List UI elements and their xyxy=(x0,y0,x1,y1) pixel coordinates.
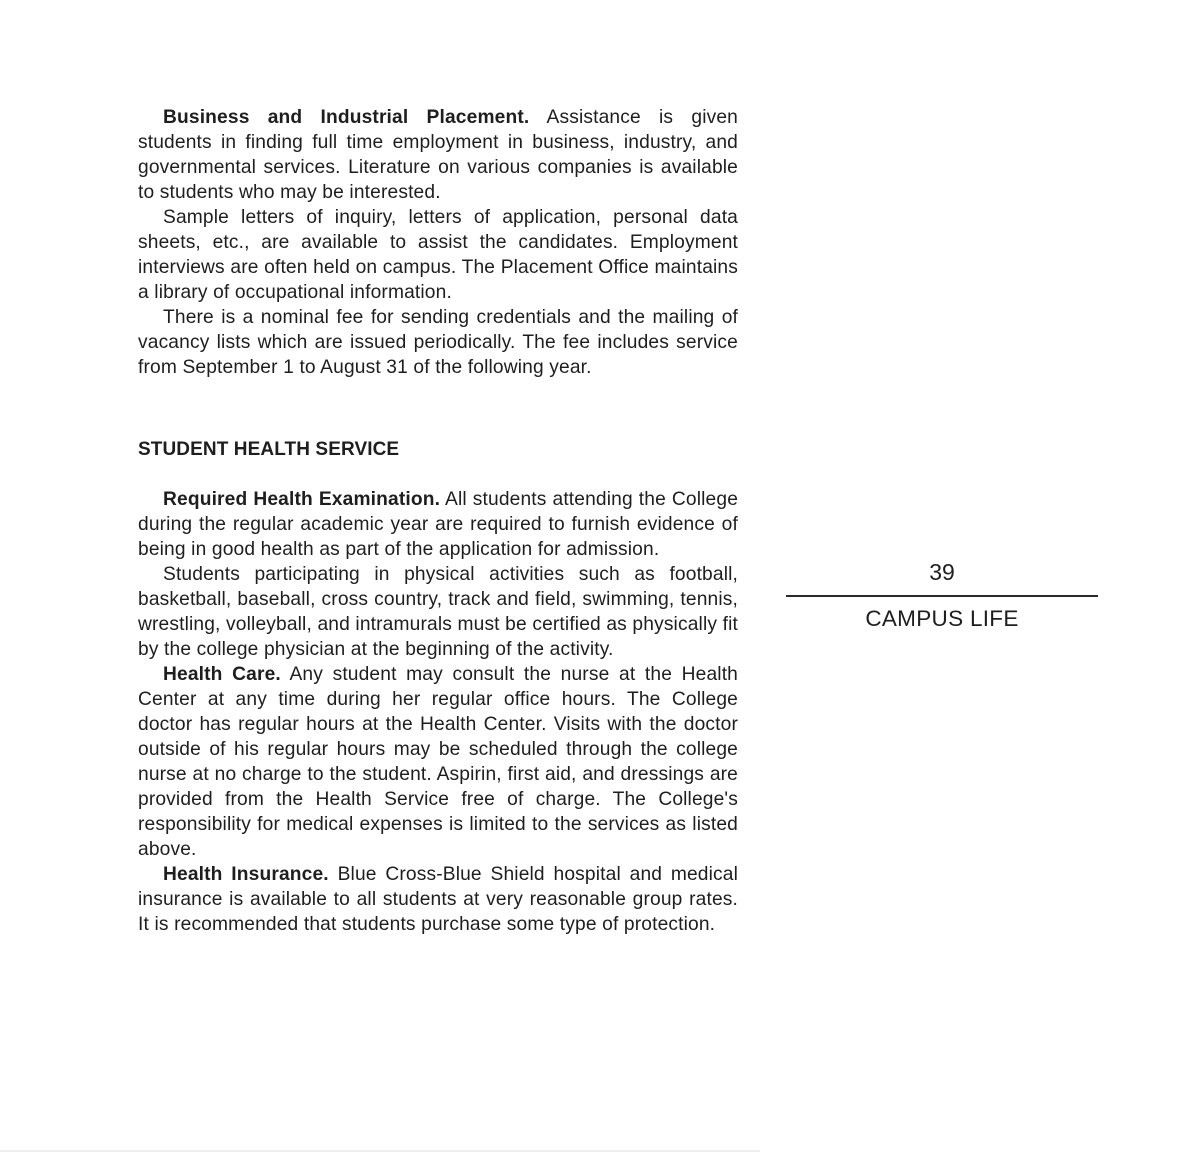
health-exam-paragraph-2: Students participating in physical activities such as football, basketball, baseball, cross country, track and field, swimming, tennis, wrestling, volleyball, and intramurals must be certified as physically fit by the college physician at the beginning of the activity. xyxy=(138,564,738,660)
health-care-paragraph xyxy=(138,662,738,862)
business-paragraph-1 xyxy=(138,105,738,205)
health-service-section xyxy=(138,487,738,937)
margin-rule xyxy=(786,595,1098,597)
health-care-text: Any student may consult the nurse at the Health Center at any time during her regular office hours. The College doctor has regular hours at the Health Center. Visits with the doctor outside of his regular hours may be scheduled through the college nurse at no charge to the student. Aspirin, first aid, and dressings are provided from the Health Service free of charge. The College's responsibility for medical expenses is limited to the services as listed above. xyxy=(138,664,738,860)
business-paragraph-1-text: Assistance is given students in finding full time employment in business, industry, and governmental services. Literature on various companies is available to students who may be interested. xyxy=(138,107,739,203)
health-exam-paragraph-1-text: All students attending the College during the regular academic year are required to furnish evidence of being in good health as part of the application for admission. xyxy=(138,489,739,560)
health-exam-paragraph-1 xyxy=(138,487,738,562)
business-paragraph-2: Sample letters of inquiry, letters of application, personal data sheets, etc., are available to assist the candidates. Employment interviews are often held on campus. The Placement Office maintains a library of occupational information. xyxy=(138,207,738,303)
running-head: CAMPUS LIFE xyxy=(865,606,1019,631)
business-placement-section xyxy=(138,105,738,380)
health-insurance-title: Health Insurance. xyxy=(163,864,329,885)
health-service-heading: STUDENT HEALTH SERVICE xyxy=(138,439,400,460)
business-paragraph-3: There is a nominal fee for sending credentials and the mailing of vacancy lists which are issued periodically. The fee includes service from September 1 to August 31 of the following year. xyxy=(138,307,738,378)
main-text-column xyxy=(138,105,738,937)
margin-header-block xyxy=(786,558,1098,633)
health-care-title: Health Care. xyxy=(163,664,281,685)
business-placement-title: Business and Industrial Placement. xyxy=(163,107,530,128)
page-bottom-edge xyxy=(0,1150,760,1152)
health-exam-title: Required Health Examination. xyxy=(163,489,441,510)
page-number: 39 xyxy=(929,559,955,585)
health-insurance-paragraph xyxy=(138,862,738,937)
health-insurance-text: Blue Cross-Blue Shield hospital and medical insurance is available to all students at very reasonable group rates. It is recommended that students purchase some type of protection. xyxy=(138,864,739,935)
